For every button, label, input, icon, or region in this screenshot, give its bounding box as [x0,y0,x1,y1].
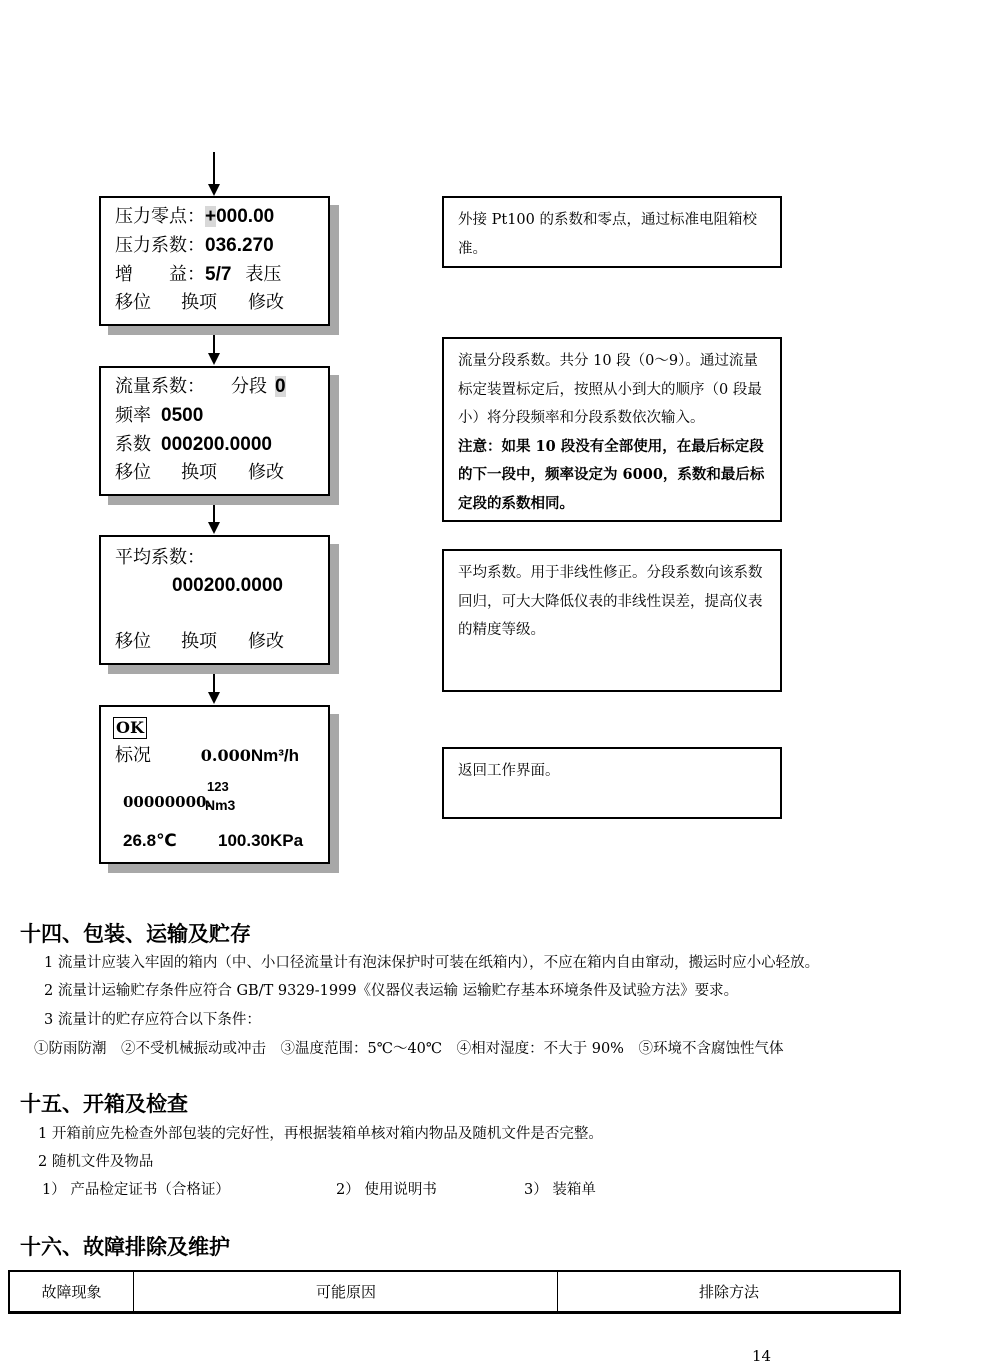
section15-item-1: 1） 产品检定证书（合格证） [42,1182,230,1198]
flow-rate-row [115,745,299,767]
average-coef-screen [99,535,330,665]
section16-heading: 十六、故障排除及维护 [20,1234,230,1259]
ok-button[interactable] [113,717,147,739]
menu-shift[interactable]: 移位 [115,462,151,483]
note-return [442,747,782,819]
note-pt100 [442,196,782,268]
menu-switch-item[interactable]: 换项 [181,292,217,313]
section14-heading: 十四、包装、运输及贮存 [20,921,251,946]
note-return-text: 返回工作界面。 [458,763,560,779]
menu-shift[interactable]: 移位 [115,292,151,313]
flow-coef-screen [99,366,330,496]
coef-row [115,434,272,456]
table-header-cause: 可能原因 [133,1272,558,1311]
table-header-remedy: 排除方法 [557,1272,900,1311]
flow-arrow-head [208,184,220,196]
fault-table-header [8,1270,901,1314]
note-average-text: 平均系数。用于非线性修正。分段系数向该系数回归，可大大降低仪表的非线性误差，提高仪表的精度等级。 [458,565,763,638]
gain-row [115,264,281,286]
pressure-coef-label: 压力系数： [115,235,205,256]
flow-arrow-line [213,325,215,355]
pressure-zero-label: 压力零点： [115,206,205,227]
coef-value: 000200.0000 [161,434,272,455]
total-value: 00000000. [123,793,212,811]
flow-arrow-head [208,522,220,534]
flow-arrow-line [213,494,215,524]
segment-label: 分段 [231,376,267,397]
segment-value: 0 [275,376,286,397]
flow-arrow-head [208,353,220,365]
total-unit: Nm3 [205,797,236,813]
section14-line-2: 2 流量计运输贮存条件应符合 GB/T 9329-1999《仪器仪表运输 运输贮存基本环境条件及试验方法》要求。 [44,983,739,999]
frequency-label: 频率 [115,405,151,426]
pressure-zero-row [115,206,274,228]
gain-label: 增 益： [115,264,205,285]
pressure-value: 100.30KPa [218,831,304,850]
average-title-row [115,547,205,569]
section15-heading: 十五、开箱及检查 [20,1091,188,1116]
menu-modify[interactable]: 修改 [248,292,284,313]
pressure-zero-value: 000.00 [216,206,275,227]
pressure-coef-row [115,235,274,257]
section15-line-2: 2 随机文件及物品 [38,1154,154,1170]
gain-type: 表压 [245,264,282,285]
flow-rate-unit: Nm³/h [250,746,300,765]
note-pt100-text: 外接 Pt100 的系数和零点，通过标准电阻箱校准。 [458,212,757,257]
flow-arrow-line [213,152,215,186]
menu-modify[interactable]: 修改 [248,462,284,483]
flow-arrow-line [213,664,215,694]
coef-label: 系数 [115,434,151,455]
screen-menu [115,462,284,484]
pressure-settings-screen [99,196,330,326]
screen-menu [115,631,284,653]
temperature-value: 26.8℃ [123,831,177,850]
ok-label: OK [116,718,144,737]
average-value-row [172,575,283,597]
total-row [123,793,212,811]
flow-rate-value: 0.000 [200,746,251,765]
flow-coef-title: 流量系数： [115,376,205,397]
note-segment-warning: 注意：如果 10 段没有全部使用，在最后标定段的下一段中，频率设定为 6000，系数和最后标定段的系数相同。 [458,437,765,512]
section14-line-1: 1 流量计应装入牢固的箱内（中、小口径流量计有泡沫保护时可装在纸箱内），不应在箱内自由窜动，搬运时应小心轻放。 [44,955,820,971]
table-header-symptom: 故障现象 [41,1283,102,1301]
frequency-value: 0500 [161,405,204,426]
average-coef-title: 平均系数： [115,547,205,568]
menu-switch-item[interactable]: 换项 [181,462,217,483]
note-average-coef [442,549,782,692]
note-segment-intro: 流量分段系数。共分 10 段（0～9）。通过流量标定装置标定后，按照从小到大的顺序（0 段最小）将分段频率和分段系数依次输入。 [458,353,762,426]
work-screen [99,705,330,864]
section14-conditions: ①防雨防潮 ②不受机械振动或冲击 ③温度范围：5℃～40℃ ④相对湿度：不大于 90% ⑤环境不含腐蚀性气体 [34,1041,784,1057]
frequency-row [115,405,203,427]
section15-line-1: 1 开箱前应先检查外部包装的完好性，再根据装箱单核对箱内物品及随机文件是否完整。 [38,1126,603,1142]
flow-arrow-head [208,692,220,704]
pressure-coef-value: 036.270 [205,235,274,256]
menu-shift[interactable]: 移位 [115,631,151,652]
screen-menu [115,292,284,314]
cursor-digit: + [205,206,217,227]
section15-item-2: 2） 使用说明书 [336,1182,437,1198]
note-segment-coef [442,337,782,522]
section14-line-3: 3 流量计的贮存应符合以下条件： [44,1012,261,1028]
menu-switch-item[interactable]: 换项 [181,631,217,652]
total-decimal: 123 [207,779,229,794]
menu-modify[interactable]: 修改 [248,631,284,652]
gain-value: 5/7 [205,264,232,285]
flow-title-row [115,376,286,398]
section15-item-3: 3） 装箱单 [524,1182,596,1198]
average-coef-value: 000200.0000 [172,575,283,596]
standard-condition-label: 标况 [115,745,151,766]
page-number: 14 [752,1347,772,1365]
